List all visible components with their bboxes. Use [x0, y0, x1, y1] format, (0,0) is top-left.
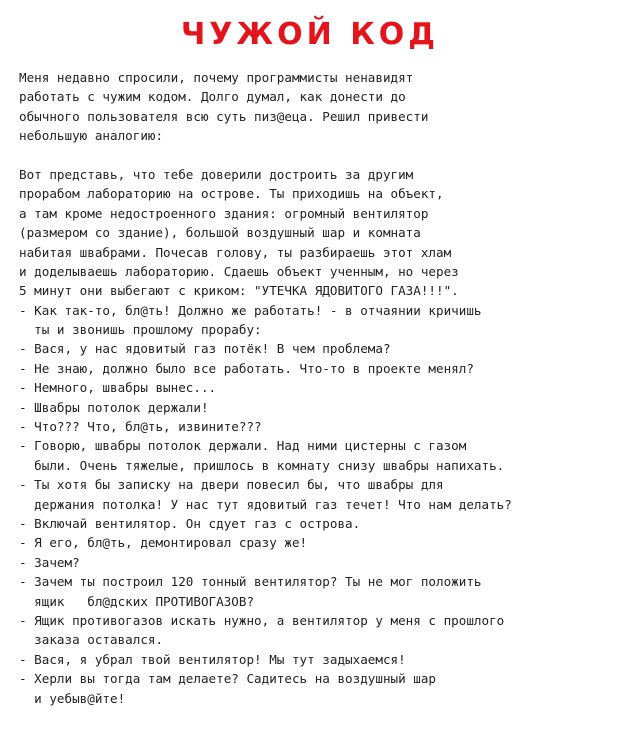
text-line: - Вася, я убрал твой вентилятор! Мы тут задыхаемся! — [19, 651, 406, 667]
text-line: - Немного, швабры вынес... — [19, 380, 217, 396]
text-line: - Я его, бл@ть, демонтировал сразу же! — [19, 535, 308, 551]
story-text — [19, 68, 609, 708]
text-line: прорабом лабораторию на острове. Ты приходишь на объект, — [19, 186, 444, 202]
text-line: - Швабры потолок держали! — [19, 399, 209, 415]
text-line: Вот представь, что тебе доверили достроить за другим — [19, 166, 414, 182]
text-line: - Ящик противогазов искать нужно, а вентилятор у меня с прошлого — [19, 612, 505, 628]
text-line: - Говорю, швабры потолок держали. Над ними цистерны с газом — [19, 438, 467, 454]
text-line: - Как так-то, бл@ть! Должно же работать! - в отчаянии кричишь — [19, 302, 482, 318]
text-line: заказа оставался. — [19, 632, 164, 648]
text-line: - Не знаю, должно было все работать. Что-то в проекте менял? — [19, 360, 474, 376]
text-line: - Зачем ты построил 120 тонный вентилятор? Ты не мог положить — [19, 574, 482, 590]
text-line: - Включай вентилятор. Он сдует газ с острова. — [19, 515, 361, 531]
text-line: 5 минут они выбегают с криком: "УТЕЧКА ЯДОВИТОГО ГАЗА!!!". — [19, 283, 459, 299]
text-line: - Зачем? — [19, 554, 80, 570]
text-line: - Ты хотя бы записку на двери повесил бы, что швабры для — [19, 477, 444, 493]
text-line: набитая швабрами. Почесав голову, ты разбираешь этот хлам — [19, 244, 452, 260]
text-line: ящик бл@дских ПРОТИВОГАЗОВ? — [19, 593, 255, 609]
text-line: ты и звонишь прошлому прорабу: — [19, 322, 262, 338]
text-line: обычного пользователя всю суть пиз@еца. Решил привести — [19, 108, 429, 124]
text-line: - Что??? Что, бл@ть, извините??? — [19, 419, 262, 435]
text-line: - Вася, у нас ядовитый газ потёк! В чем проблема? — [19, 341, 391, 357]
text-line: (размером со здание), большой воздушный шар и комната — [19, 225, 421, 241]
text-line: держания потолка! У нас тут ядовитый газ течет! Что нам делать? — [19, 496, 512, 512]
text-line: и уебыв@йте! — [19, 690, 126, 706]
text-line: работать с чужим кодом. Долго думал, как донести до — [19, 89, 406, 105]
text-line: небольшую аналогию: — [19, 128, 164, 144]
text-line: Меня недавно спросили, почему программисты ненавидят — [19, 70, 414, 85]
text-line: были. Очень тяжелые, пришлось в комнату снизу швабры напихать. — [19, 457, 505, 473]
text-line: - Херли вы тогда там делаете? Садитесь на воздушный шар — [19, 671, 437, 687]
text-line: и доделываешь лабораторию. Сдаешь объект ученным, но через — [19, 263, 459, 279]
text-line: а там кроме недостроенного здания: огромный вентилятор — [19, 205, 429, 221]
page-title: ЧУЖОЙ КОД — [181, 17, 439, 52]
text-line — [19, 146, 609, 165]
